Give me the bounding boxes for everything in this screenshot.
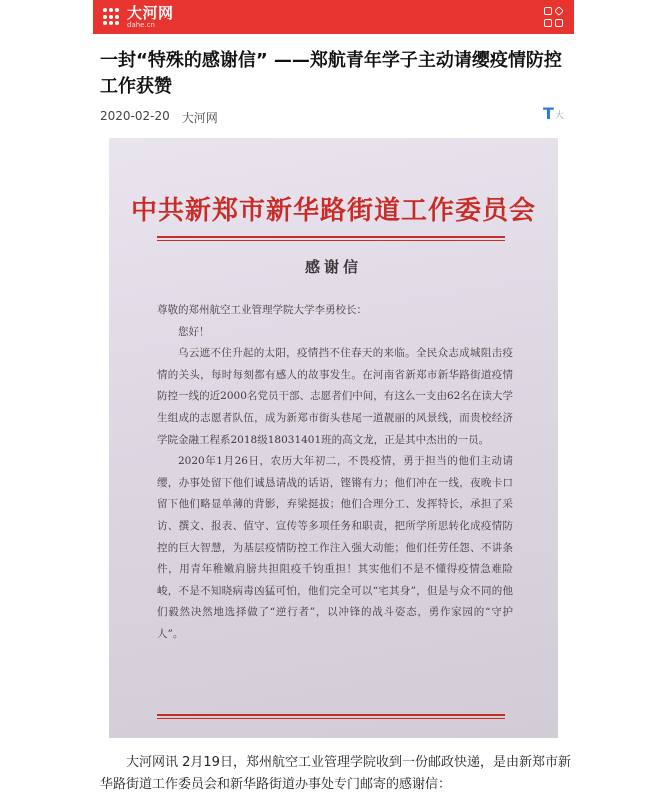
letter-footer-rule [157,714,505,716]
logo-subtext: dahe.cn [127,20,155,29]
letter-red-rule-thin [157,240,505,241]
font-size-toggle[interactable] [543,106,564,122]
logo-text: 大河网 [127,3,174,22]
grid-cell-icon [544,19,552,27]
grid-cell-icon [544,7,552,15]
font-size-label: 大 [554,111,564,121]
letter-footer-rule-thin [157,718,505,719]
letter-paragraph: 乌云遮不住升起的太阳，疫情挡不住春天的来临。全民众志成城阻击疫情的关头，每时每刻都有感人的故事发生。在河南省新郑市新华路街道疫情防控一线的近2000名党员干部、志愿者们中间，有这么一支由62名在读大学生组成的志愿者队伍，成为新郑市街头巷尾一道靓丽的风景线，而贵校经济学院金融工程系2018级18031401班的高文龙，正是其中杰出的一员。 [157,347,513,446]
grid-cell-icon [555,19,563,27]
publish-date: 2020-02-20 [100,109,170,123]
letter-red-rule [157,236,505,238]
article-lead-paragraph: 大河网讯 2月19日，郑州航空工业管理学院收到一份邮政快递，是由新郑市新华路街道工作委员会和新华路街道办事处专门邮寄的感谢信： [100,755,571,792]
top-navigation-bar [93,0,574,34]
menu-grid-button[interactable] [544,7,564,27]
article-source: 大河网 [181,111,218,125]
letter-body [157,300,513,646]
letter-paragraph: 2020年1月26日，农历大年初二，不畏疫情，勇于担当的他们主动请缨，办事处留下他们诚恳请战的话语，铿锵有力；他们冲在一线，夜晚卡口留下他们略显单薄的背影，弃梁挺拔；他们合理分工、发挥特长，承担了采访、撰文、报表、值守、宣传等多项任务和职责，把所学所思转化成疫情防控的巨大智慧，为基层疫情防控工作注入强大动能；他们任劳任怨、不讲条件，用青年稚嫩肩膀共担阻疫千钧重担！其实他们不是不懂得疫情急难险峻，不是不知晓病毒凶猛可怕，他们完全可以“宅其身”，但是与众不同的他们毅然决然地选择做了“逆行者”，以冲锋的战斗姿态，勇作家园的“守护人”。 [157,455,513,640]
letter-subtitle: 感谢信 [304,258,362,276]
grid-cell-icon [554,6,564,16]
thank-you-letter-photo [109,138,558,738]
letter-salutation: 尊敬的郑州航空工业管理学院大学李勇校长： [157,304,367,316]
font-size-icon: T [543,104,554,123]
article-title: 一封“特殊的感谢信” ——郑航青年学子主动请缨疫情防控工作获赞 [100,50,562,97]
letter-header: 中共新郑市新华路街道工作委员会 [130,196,536,226]
site-logo[interactable] [103,3,174,29]
article-meta [100,109,218,126]
letter-greeting: 您好！ [178,325,210,338]
logo-dots-icon [103,8,121,26]
